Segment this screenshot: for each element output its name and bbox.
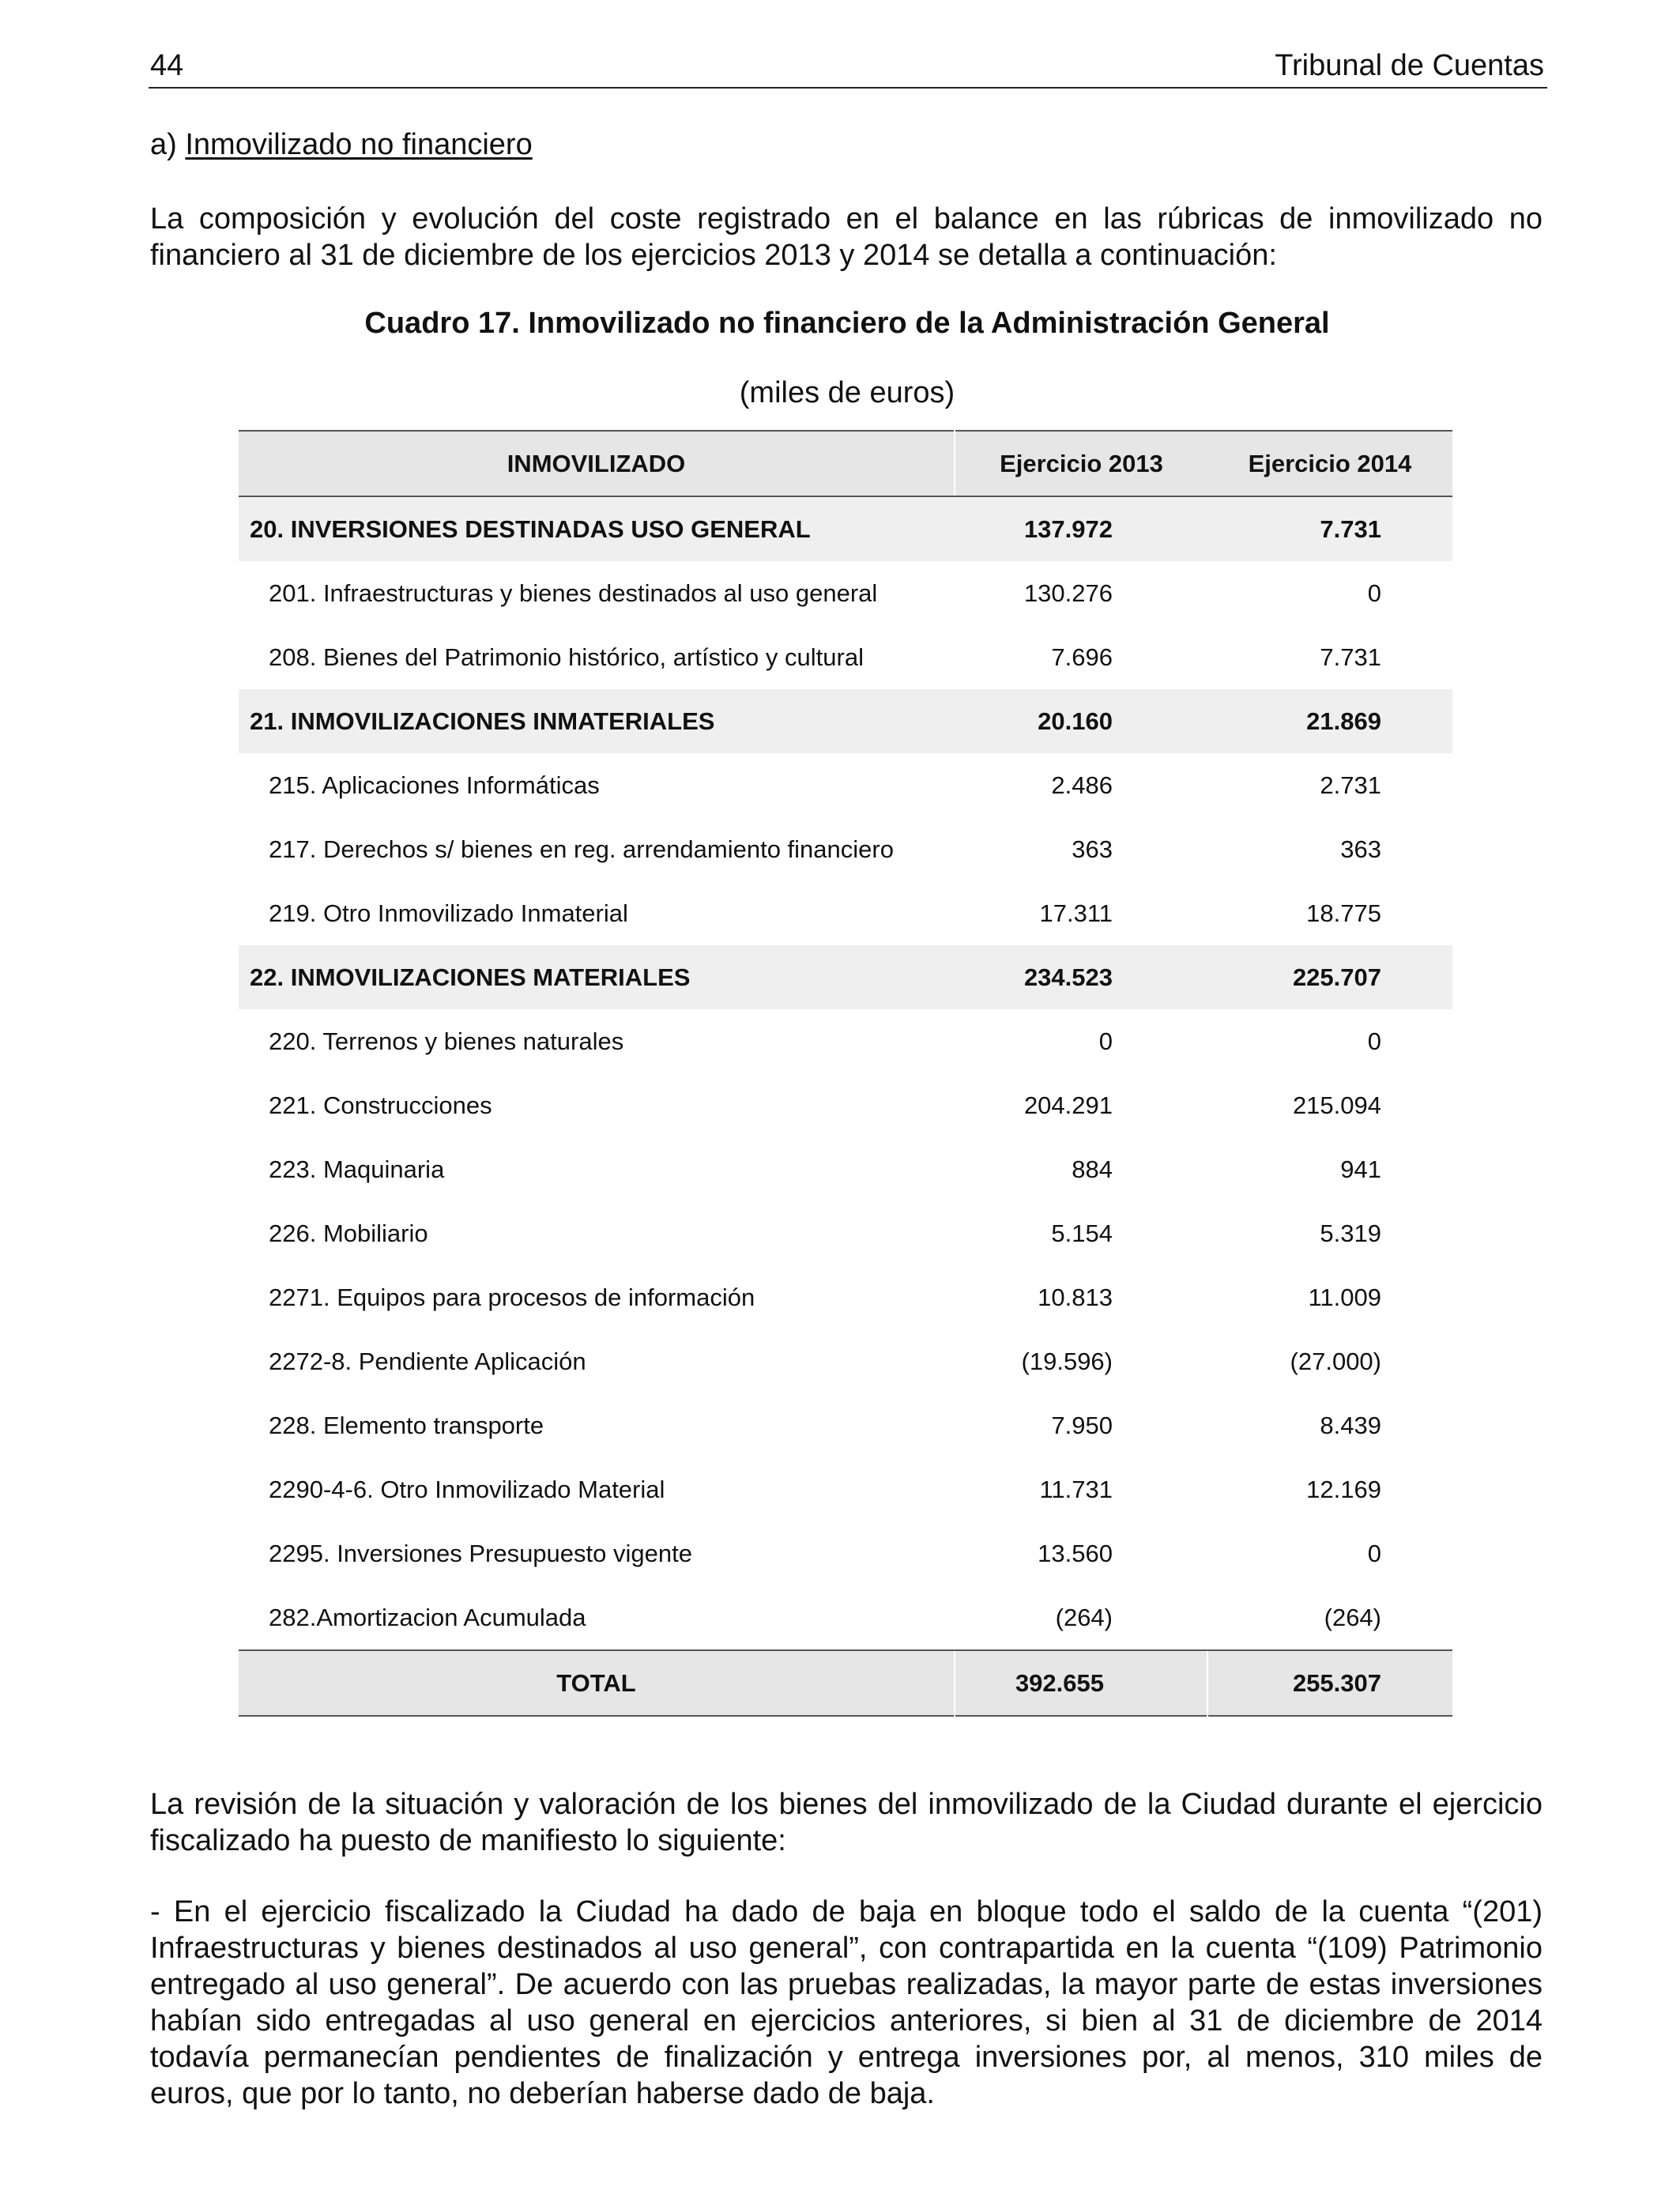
table-units: (miles de euros) <box>739 376 955 409</box>
table-row <box>239 1457 1452 1521</box>
value-2014: 8.439 <box>1320 1411 1381 1439</box>
value-2014: 941 <box>1340 1155 1381 1183</box>
row-label: 219. Otro Inmovilizado Inmaterial <box>269 899 628 927</box>
section-title: Inmovilizado no financiero <box>185 128 533 161</box>
table-total-row <box>239 1650 1452 1716</box>
value-2014: 7.731 <box>1207 496 1452 561</box>
finding-paragraph: - En el ejercicio fiscalizado la Ciudad ha dado de baja en bloque todo el saldo de la cuenta “(201) Infraestructuras y bienes destinados al uso general”, con contrapartida en la cuenta “(109) Patrimonio entregado al uso general”. De acuerdo con las pruebas realizadas, la mayor parte de estas inversiones habían sido entregadas al uso general en ejercicios anteriores, si bien al 31 de diciembre de 2014 todavía permanecían pendientes de finalización y entrega inversiones por, al menos, 310 miles de euros, que por lo tanto, no deberían haberse dado de baja. <box>150 1895 1543 2110</box>
value-2013: 7.696 <box>1051 643 1113 671</box>
value-2014: 18.775 <box>1306 899 1381 927</box>
value-2014: 0 <box>1367 579 1381 607</box>
row-label: 215. Aplicaciones Informáticas <box>269 771 600 799</box>
value-2014: (27.000) <box>1290 1347 1381 1375</box>
row-label: 221. Construcciones <box>269 1091 492 1119</box>
value-2013: 204.291 <box>1023 1091 1113 1119</box>
value-2013: 5.154 <box>1051 1219 1113 1247</box>
value-2013: (19.596) <box>1021 1347 1113 1375</box>
row-label: 228. Elemento transporte <box>269 1411 544 1439</box>
page-header <box>149 46 1547 89</box>
table-row <box>239 817 1452 881</box>
value-2013: 363 <box>1072 835 1113 863</box>
column-header-inmovilizado: INMOVILIZADO <box>239 431 955 496</box>
row-label: 223. Maquinaria <box>269 1155 445 1183</box>
value-2013: 10.813 <box>1038 1283 1113 1311</box>
value-2013: 7.950 <box>1051 1411 1113 1439</box>
value-2013: 234.523 <box>955 945 1207 1009</box>
table-row <box>239 689 1452 753</box>
value-2013: 17.311 <box>1039 899 1113 927</box>
value-2013: 884 <box>1072 1155 1113 1183</box>
value-2014: 5.319 <box>1320 1219 1381 1247</box>
table-row <box>239 1201 1452 1265</box>
review-paragraph: La revisión de la situación y valoración de los bienes del inmovilizado de la Ciudad durante el ejercicio fiscalizado ha puesto de manifiesto lo siguiente: <box>150 1788 1543 1857</box>
row-label: 20. INVERSIONES DESTINADAS USO GENERAL <box>239 496 955 561</box>
value-2013: 137.972 <box>955 496 1207 561</box>
value-2014: 7.731 <box>1320 643 1381 671</box>
section-heading <box>150 128 533 162</box>
value-2014: 2.731 <box>1320 771 1381 799</box>
column-header-2014: Ejercicio 2014 <box>1207 431 1452 496</box>
column-header-2013: Ejercicio 2013 <box>955 431 1207 496</box>
table-caption: Cuadro 17. Inmovilizado no financiero de la Administración General <box>364 307 1330 340</box>
intro-paragraph: La composición y evolución del coste registrado en el balance en las rúbricas de inmovilizado no financiero al 31 de diciembre de los ejercicios 2013 y 2014 se detalla a continuación: <box>150 202 1543 272</box>
row-label: 217. Derechos s/ bienes en reg. arrendamiento financiero <box>269 835 894 863</box>
row-label: 2271. Equipos para procesos de información <box>269 1283 755 1311</box>
table-row <box>239 1073 1452 1137</box>
table-row <box>239 1009 1452 1073</box>
value-2014: 215.094 <box>1292 1091 1381 1119</box>
row-label: 2272-8. Pendiente Aplicación <box>269 1347 586 1375</box>
section-prefix: a) <box>150 128 186 161</box>
table-row <box>239 945 1452 1009</box>
value-2014: 0 <box>1367 1027 1381 1055</box>
page-number: 44 <box>150 49 184 82</box>
value-2014: 12.169 <box>1306 1475 1381 1503</box>
row-label: 22. INMOVILIZACIONES MATERIALES <box>239 945 955 1009</box>
table-row <box>239 1393 1452 1457</box>
value-2013: 0 <box>1098 1027 1113 1055</box>
row-label: 201. Infraestructuras y bienes destinados al uso general <box>269 579 878 607</box>
header-organization: Tribunal de Cuentas <box>1275 49 1544 82</box>
table-row <box>239 561 1452 625</box>
table-header-row <box>239 431 1452 496</box>
row-label: 2295. Inversiones Presupuesto vigente <box>269 1539 692 1567</box>
value-2014: (264) <box>1324 1603 1381 1631</box>
inmovilizado-table <box>239 430 1452 1717</box>
value-2013: (264) <box>1055 1603 1113 1631</box>
row-label: 226. Mobiliario <box>269 1219 428 1247</box>
value-2013: 13.560 <box>1038 1539 1113 1567</box>
total-label: TOTAL <box>239 1650 955 1716</box>
table-row <box>239 881 1452 945</box>
table-row <box>239 496 1452 561</box>
value-2014: 21.869 <box>1207 689 1452 753</box>
table-row <box>239 625 1452 689</box>
table-row <box>239 753 1452 817</box>
row-label: 220. Terrenos y bienes naturales <box>269 1027 624 1055</box>
value-2013: 130.276 <box>1023 579 1113 607</box>
table-row <box>239 1265 1452 1329</box>
table-row <box>239 1137 1452 1201</box>
value-2014: 363 <box>1340 835 1381 863</box>
table-row <box>239 1585 1452 1650</box>
value-2014: 0 <box>1367 1539 1381 1567</box>
value-2014: 225.707 <box>1207 945 1452 1009</box>
value-2013: 2.486 <box>1051 771 1113 799</box>
total-2013: 392.655 <box>955 1650 1207 1716</box>
value-2013: 20.160 <box>955 689 1207 753</box>
value-2013: 11.731 <box>1039 1475 1113 1503</box>
total-2014: 255.307 <box>1207 1650 1452 1716</box>
row-label: 2290-4-6. Otro Inmovilizado Material <box>269 1475 665 1503</box>
row-label: 282.Amortizacion Acumulada <box>269 1603 586 1631</box>
value-2014: 11.009 <box>1308 1283 1381 1311</box>
table-row <box>239 1329 1452 1393</box>
row-label: 21. INMOVILIZACIONES INMATERIALES <box>239 689 955 753</box>
table-row <box>239 1521 1452 1585</box>
row-label: 208. Bienes del Patrimonio histórico, artístico y cultural <box>269 643 864 671</box>
